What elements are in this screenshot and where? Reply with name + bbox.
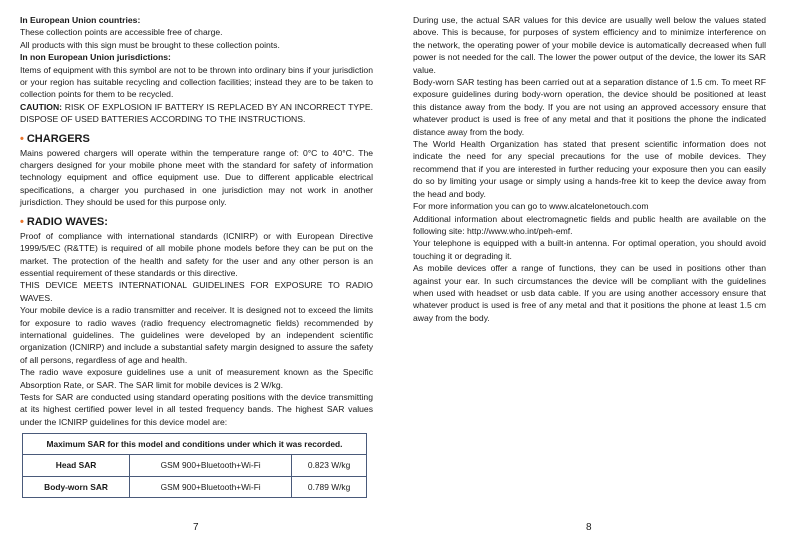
table-row-label: Body-worn SAR — [23, 476, 130, 497]
left-page — [20, 14, 373, 498]
radio-paragraph-3: Your mobile device is a radio transmitter and receiver. It is designed not to exceed the limits for exposure to radio waves (radio frequency electromagnetic fields) recommended by international guidelines. The guidelines were developed by an independent scientific organization (ICNIRP) and include a substantial safety margin designed to assure the safety of all persons, regardless of age and health. — [20, 305, 373, 365]
bullet-icon: • — [20, 215, 24, 228]
radio-paragraph-2: THIS DEVICE MEETS INTERNATIONAL GUIDELINES FOR EXPOSURE TO RADIO WAVES. — [20, 280, 373, 303]
table-row-value: 0.823 W/kg — [292, 455, 367, 476]
radio-waves-heading — [20, 215, 373, 229]
eu-line-1: These collection points are accessible free of charge. — [20, 27, 223, 38]
right-paragraph-5: Additional information about electromagnetic fields and public health are available on the following site: http://www.who.int/peh-emf. — [413, 213, 766, 236]
caution-text: RISK OF EXPLOSION IF BATTERY IS REPLACED BY AN INCORRECT TYPE. DISPOSE OF USED BATTERIES ACCORDING TO THE INSTRUCTIONS. — [20, 101, 373, 125]
caution-paragraph — [20, 101, 373, 126]
right-paragraph-2: Body-worn SAR testing has been carried out at a separation distance of 1.5 cm. To meet RF exposure guidelines during body-worn operation, the device should be positioned at least this distance away from the body. If you are not using an approved accessory ensure that whatever product is used is free of any metal and that it positions the phone the indicated distance away from the body. — [413, 77, 766, 137]
table-row — [23, 476, 367, 497]
right-paragraph-6: Your telephone is equipped with a built-in antenna. For optimal operation, you should avoid touching it or degrading it. — [413, 238, 766, 261]
bullet-icon: • — [20, 132, 24, 145]
non-eu-heading: In non European Union jurisdictions: — [20, 52, 171, 63]
right-paragraph-7: As mobile devices offer a range of functions, they can be used in positions other than against your ear. In such circumstances the device will be compliant with the guidelines when used with headset or usb data cable. If you are using another accessory ensure that whatever product is used is free of any metal and that it positions the phone at least 1.5 cm away from the body. — [413, 263, 766, 323]
right-page — [413, 14, 766, 324]
right-paragraph-3: The World Health Organization has stated that present scientific information does not indicate the need for any special precautions for the use of mobile devices. They recommend that if you are interested in further reducing your exposure then you can easily do so by limiting your usage or simply using a hands-free kit to keep the device away from the head and body. — [413, 139, 766, 199]
table-row-condition: GSM 900+Bluetooth+Wi-Fi — [130, 476, 292, 497]
right-paragraph-4: For more information you can go to www.alcatelonetouch.com — [413, 201, 649, 212]
table-row-label: Head SAR — [23, 455, 130, 476]
sar-table — [22, 433, 367, 498]
table-row-value: 0.789 W/kg — [292, 476, 367, 497]
page-number-left: 7 — [193, 522, 199, 533]
caution-label: CAUTION: — [20, 101, 63, 112]
table-row-condition: GSM 900+Bluetooth+Wi-Fi — [130, 455, 292, 476]
non-eu-text: Items of equipment with this symbol are not to be thrown into ordinary bins if your jurisdiction or your region has suitable recycling and collection facilities; instead they are to be taken to collection points for them to be recycled. — [20, 64, 373, 100]
radio-paragraph-1: Proof of compliance with international standards (ICNIRP) or with European Directive 1999/5/EC (R&TTE) is required of all mobile phone models before they can be put on the market. The protection of the health and safety for the user and any other person is an essential requirement of these standards or this directive. — [20, 230, 373, 278]
sar-table-caption: Maximum SAR for this model and conditions under which it was recorded. — [23, 434, 367, 455]
radio-paragraph-5: Tests for SAR are conducted using standard operating positions with the device transmitting at its highest certified power level in all tested frequency bands. The highest SAR values under the ICNIRP guidelines for this device model are: — [20, 391, 373, 427]
radio-waves-heading-text: RADIO WAVES: — [26, 215, 108, 228]
radio-paragraph-4: The radio wave exposure guidelines use a unit of measurement known as the Specific Absorption Rate, or SAR. The SAR limit for mobile devices is 2 W/kg. — [20, 367, 373, 390]
chargers-heading — [20, 132, 373, 146]
page-number-right: 8 — [586, 522, 592, 533]
eu-line-2: All products with this sign must be brought to these collection points. — [20, 39, 280, 50]
chargers-heading-text: CHARGERS — [26, 132, 90, 145]
chargers-text: Mains powered chargers will operate within the temperature range of: 0°C to 40°C. The chargers designed for your mobile phone meet with the standard for safety of information technology equipment and office equipment use. Due to different applicable electrical specifications, a charger you purchased in one jurisdiction may not work in another jurisdiction. They should be used for this purpose only. — [20, 147, 373, 208]
table-row — [23, 455, 367, 476]
eu-heading: In European Union countries: — [20, 15, 141, 25]
right-paragraph-1: During use, the actual SAR values for this device are usually well below the values stated above. This is because, for purposes of system efficiency and to minimize interference on the network, the operating power of your mobile device is automatically decreased when full power is not needed for the call. The lower the power output of the device, the lower its SAR value. — [413, 15, 766, 75]
